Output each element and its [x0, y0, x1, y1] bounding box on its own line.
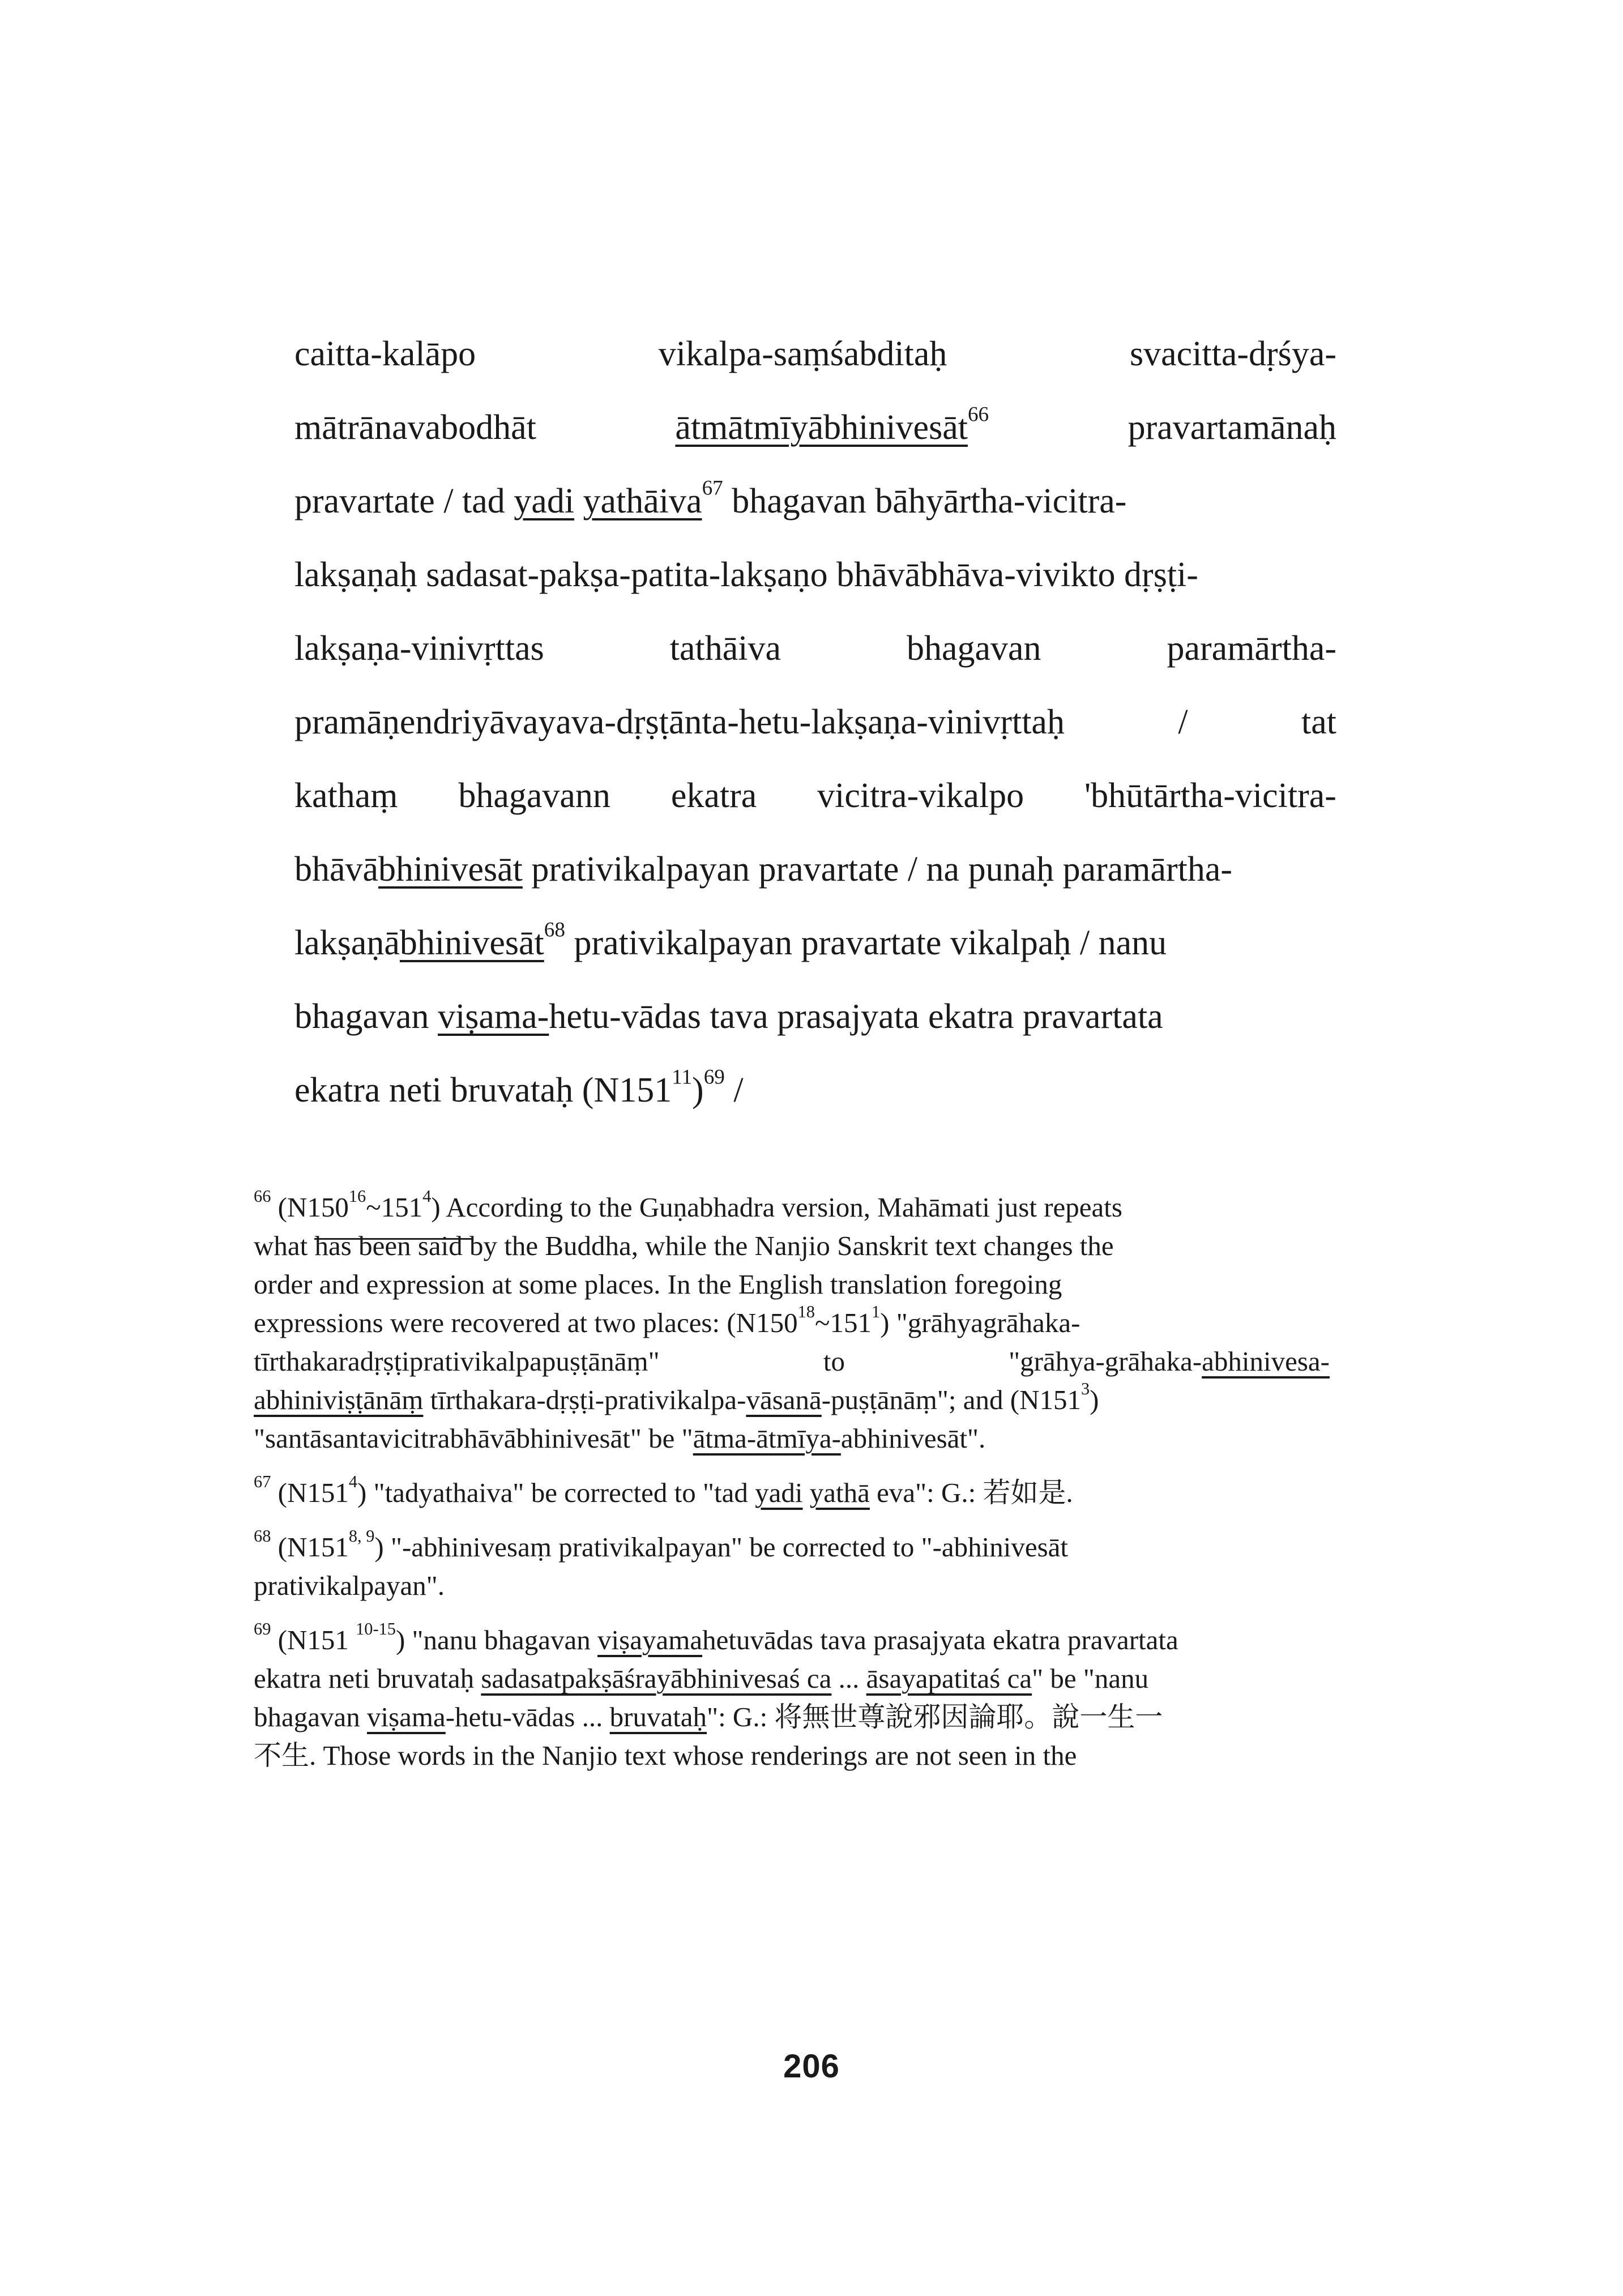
footnote-mark: 69	[254, 1619, 271, 1639]
word: pravartamānaḥ	[1127, 408, 1336, 447]
word: paramārtha-	[1167, 629, 1336, 668]
underlined-word: viṣama	[367, 1701, 446, 1732]
text-line-6	[294, 685, 1336, 759]
word: /	[1178, 703, 1188, 741]
superscript: 16	[348, 1187, 366, 1206]
text-line-3	[294, 464, 1336, 538]
text-run: bhagavan	[294, 997, 438, 1036]
word: ekatra	[670, 776, 757, 815]
superscript: 8, 9	[348, 1526, 375, 1546]
footnote-ref-67[interactable]: 67	[702, 476, 723, 500]
underlined-word: yathāiva	[583, 482, 702, 520]
word: tathāiva	[669, 629, 781, 668]
text-run: (N151	[271, 1477, 349, 1508]
footnote-line: order and expression at some places. In the English translation foregoing	[254, 1269, 1062, 1300]
superscript: 1	[871, 1302, 881, 1322]
word: mātrānavabodhāt	[294, 408, 536, 447]
footnote-line	[254, 1698, 1330, 1736]
text-run: (N150	[271, 1192, 349, 1223]
superscript: 4	[348, 1472, 358, 1492]
text-run: )	[692, 1071, 704, 1109]
footnote-line	[254, 1304, 1330, 1342]
text-line-4: lakṣaṇaḥ sadasat-pakṣa-patita-lakṣaṇo bhāvābhāva-vivikto dṛṣṭi-	[294, 556, 1198, 594]
main-text	[294, 317, 1336, 1127]
text-run: "grāhya-grāhaka-	[1009, 1346, 1202, 1377]
footnote-ref-68[interactable]: 68	[544, 918, 565, 942]
text-run: hetuvādas tava prasajyata ekatra pravartata	[702, 1624, 1178, 1655]
text-run: ~151	[366, 1192, 423, 1223]
text-run: ) According to the Guṇabhadra version, Mahāmati just repeats	[431, 1192, 1122, 1223]
text-run: ~151	[814, 1307, 872, 1338]
text-run: eva": G.: 若如是.	[869, 1477, 1073, 1508]
text-run: ) "nanu bhagavan	[395, 1624, 598, 1655]
text-run: " be "nanu	[1032, 1663, 1149, 1694]
word: 'bhūtārtha-vicitra-	[1084, 776, 1336, 815]
text-run	[803, 1477, 810, 1508]
text-run: (N151	[271, 1531, 349, 1563]
superscript: 10-15	[356, 1619, 396, 1639]
text-run: abhinivesāt".	[840, 1423, 986, 1454]
text-run: "santāsantavicitrabhāvābhinivesāt" be "	[254, 1423, 693, 1454]
text-run: to	[823, 1346, 845, 1377]
footnote-line	[254, 1381, 1330, 1419]
text-run: ": G.: 将無世尊說邪因論耶。說一生一	[707, 1701, 1163, 1732]
text-run: -puṣṭānāṃ"; and (N151	[821, 1384, 1081, 1415]
text-line-10	[294, 980, 1336, 1053]
word: lakṣaṇa-vinivṛttas	[294, 629, 544, 668]
underlined-word: abhinivesa-	[1202, 1346, 1330, 1377]
underlined-word: yadi	[514, 482, 575, 520]
underlined-word: bhinivesāt	[378, 850, 523, 889]
text-run: ekatra neti bruvataḥ	[254, 1663, 481, 1694]
text-run: bhagavan	[254, 1701, 367, 1732]
superscript: 4	[422, 1187, 432, 1206]
underlined-word: yathā	[809, 1477, 870, 1508]
underlined-word: viṣama-	[438, 997, 549, 1036]
footnote-line	[254, 1188, 1330, 1227]
text-run: prativikalpayan pravartate vikalpaḥ / nanu	[565, 924, 1167, 962]
footnote-69	[254, 1621, 1330, 1775]
footnotes	[254, 1188, 1330, 1775]
text-run: tīrthakara-dṛṣṭi-prativikalpa-	[423, 1384, 746, 1415]
text-run: /	[724, 1071, 744, 1109]
text-run: expressions were recovered at two places: (N150	[254, 1307, 798, 1338]
footnote-ref-69[interactable]: 69	[703, 1065, 725, 1089]
footnote-line	[254, 1659, 1330, 1698]
text-run: (N151	[271, 1624, 356, 1655]
footnote-line	[254, 1528, 1330, 1567]
footnote-mark: 68	[254, 1526, 271, 1546]
footnote-line	[254, 1474, 1330, 1512]
word: caitta-kalāpo	[294, 335, 476, 373]
footnote-68	[254, 1528, 1330, 1605]
text-line-1	[294, 317, 1336, 391]
word: vicitra-vikalpo	[817, 776, 1024, 815]
text-run: ) "tadyathaiva" be corrected to "tad	[357, 1477, 755, 1508]
word: tat	[1301, 703, 1336, 741]
text-run: )	[1090, 1384, 1099, 1415]
footnote-mark: 66	[254, 1187, 271, 1206]
text-run	[254, 1188, 1122, 1227]
underlined-word: abhiniviṣṭānāṃ	[254, 1384, 424, 1415]
text-run: ) "-abhinivesaṃ prativikalpayan" be corrected to "-abhinivesāt	[374, 1531, 1069, 1563]
word: bhagavan	[906, 629, 1041, 668]
word-underlined-group	[675, 391, 989, 464]
footnote-line	[254, 1621, 1330, 1659]
underlined-word: yadi	[755, 1477, 803, 1508]
underlined-word: ātma-ātmīya-	[693, 1423, 841, 1454]
text-run: bhagavan bāhyārtha-vicitra-	[723, 482, 1127, 520]
word: kathaṃ	[294, 776, 398, 815]
text-run: bhāvā	[294, 850, 379, 889]
footnote-67	[254, 1474, 1330, 1512]
underlined-word: bhinivesāt	[399, 924, 544, 962]
text-run: ...	[831, 1663, 866, 1694]
text-run: tīrthakaradṛṣṭiprativikalpapuṣṭānāṃ"	[254, 1346, 660, 1377]
text-run: -hetu-vādas ...	[445, 1701, 610, 1732]
footnote-mark: 67	[254, 1472, 271, 1492]
underlined-word: sadasatpakṣāśrayābhinivesaś ca	[481, 1663, 832, 1694]
footnote-line: what has been said by the Buddha, while the Nanjio Sanskrit text changes the	[254, 1230, 1114, 1261]
text-run: lakṣaṇā	[294, 924, 400, 962]
footnote-line	[254, 1419, 1330, 1458]
underlined-word: ātmātmīyābhinivesāt	[675, 408, 968, 447]
text-run: prativikalpayan pravartate / na punaḥ paramārtha-	[522, 850, 1233, 889]
superscript: 3	[1080, 1379, 1090, 1399]
superscript: 11	[672, 1065, 693, 1089]
text-line-2	[294, 391, 1336, 464]
underlined-word: viṣayama	[597, 1624, 703, 1655]
text-line-7	[294, 759, 1336, 833]
text-run: hetu-vādas tava prasajyata ekatra pravartata	[549, 997, 1163, 1036]
text-line-11	[294, 1053, 1336, 1127]
text-run: ) "grāhyagrāhaka-	[880, 1307, 1080, 1338]
text-run: pravartate / tad	[294, 482, 514, 520]
page-number: 206	[783, 2048, 840, 2085]
footnote-ref-66[interactable]: 66	[967, 403, 989, 426]
text-line-8	[294, 833, 1336, 906]
word: svacitta-dṛśya-	[1130, 335, 1336, 373]
text-line-5	[294, 612, 1336, 685]
underlined-word: bruvataḥ	[609, 1701, 707, 1732]
underlined-word: vāsanā	[746, 1384, 822, 1415]
word: pramāṇendriyāvayava-dṛṣṭānta-hetu-lakṣaṇa-vinivṛttaḥ	[294, 703, 1065, 741]
text-run	[574, 482, 583, 520]
footnote-line: prativikalpayan".	[254, 1570, 445, 1601]
underlined-word: āsayapatitaś ca	[866, 1663, 1032, 1694]
word: vikalpa-saṃśabditaḥ	[658, 335, 947, 373]
word: bhagavann	[458, 776, 610, 815]
text-run	[1009, 1342, 1330, 1381]
footnote-line	[254, 1342, 1330, 1381]
text-line-9	[294, 906, 1336, 980]
footnote-line: 不生. Those words in the Nanjio text whose renderings are not seen in the	[254, 1740, 1077, 1771]
footnote-66	[254, 1188, 1330, 1458]
text-run: ekatra neti bruvataḥ (N151	[294, 1071, 672, 1109]
superscript: 18	[797, 1302, 815, 1322]
